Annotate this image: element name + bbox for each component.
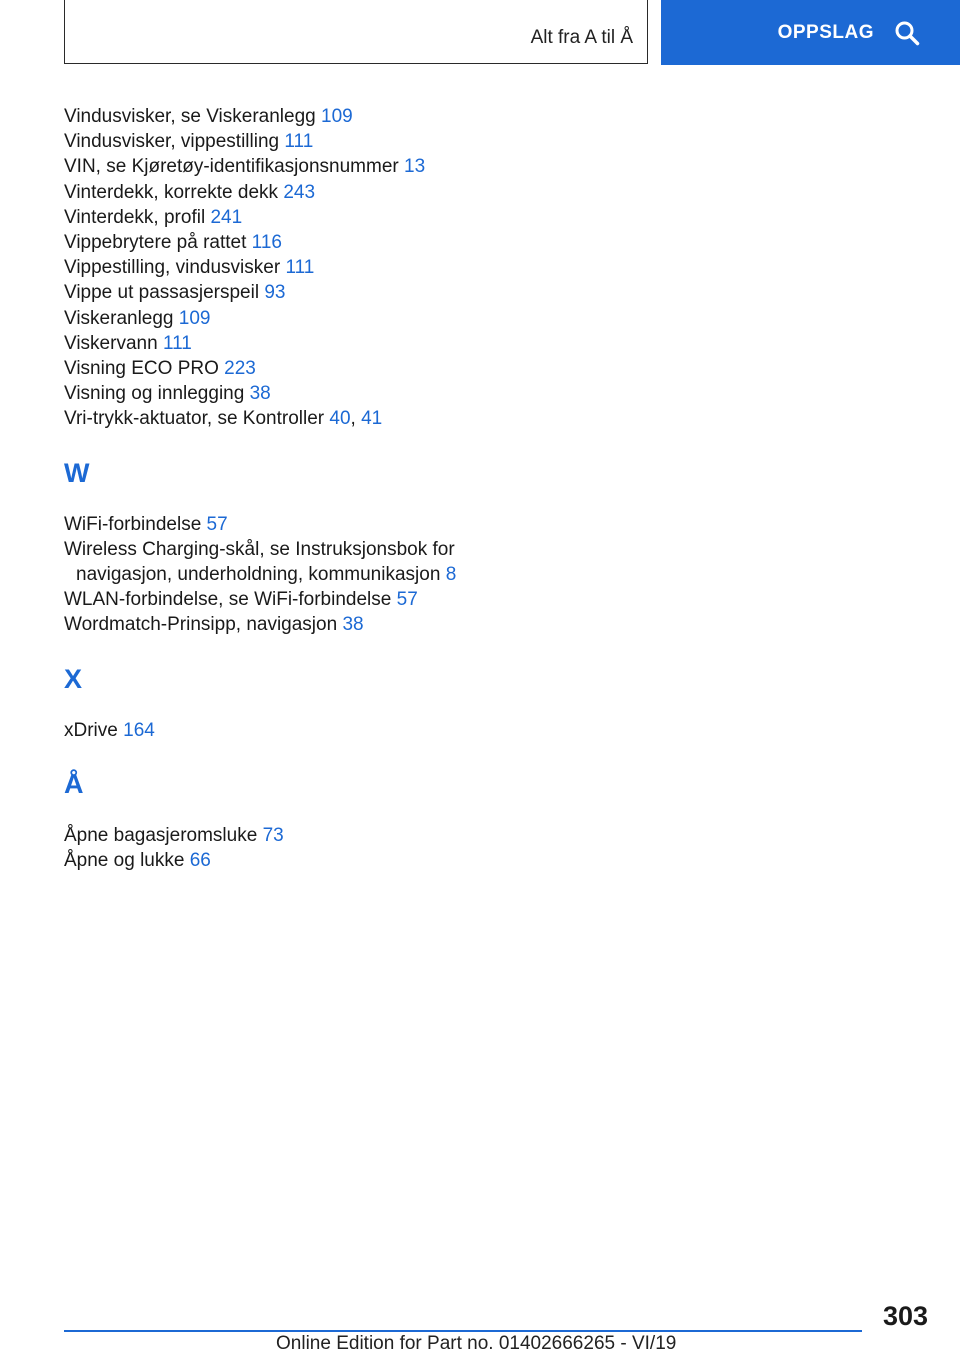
page-reference-link[interactable]: 109	[178, 307, 211, 329]
page-reference-link[interactable]: 40	[329, 408, 351, 430]
index-entry-label: WiFi-forbindelse	[64, 513, 202, 535]
index-entry	[64, 154, 504, 179]
index-entry-label: Vippebrytere på rattet	[64, 232, 247, 254]
index-entry	[64, 537, 504, 587]
index-entry	[64, 381, 504, 406]
index-entry-label: Vri-trykk-aktuator, se Kontroller	[64, 408, 325, 430]
index-entry-label: VIN, se Kjøretøy-identifikasjonsnummer	[64, 156, 399, 178]
index-entry	[64, 356, 504, 381]
index-entry-label: WLAN-forbindelse, se WiFi-forbindelse	[64, 589, 392, 611]
page-reference-link[interactable]: 73	[262, 824, 284, 846]
index-entry	[64, 331, 504, 356]
page-reference-link[interactable]: 111	[284, 131, 314, 153]
index-entry	[64, 230, 504, 255]
page-reference-link[interactable]: 66	[189, 850, 211, 872]
index-entry	[64, 512, 504, 537]
index-letter-x: X	[64, 663, 83, 694]
footer-edition: Online Edition for Part no. 01402666265 - VI/19	[276, 1333, 677, 1354]
page-reference-link[interactable]: 8	[445, 564, 457, 586]
index-group-w	[64, 512, 504, 638]
index-entry	[64, 205, 504, 230]
page-reference-link[interactable]: 241	[210, 206, 243, 228]
index-entry	[64, 104, 504, 129]
index-entry	[64, 848, 504, 873]
index-entry-label: Viskervann	[64, 332, 158, 354]
index-entry-label: Vippestilling, vindusvisker	[64, 257, 281, 279]
page-reference-link[interactable]: 93	[264, 282, 286, 304]
index-entry-label: Vippe ut passasjerspeil	[64, 282, 260, 304]
index-entry	[64, 612, 504, 637]
index-entry-label: Åpne og lukke	[64, 850, 185, 872]
section-header	[64, 0, 648, 64]
page-reference-link[interactable]: 164	[123, 719, 155, 741]
index-entry: Vri-trykk-aktuator, se Kontroller 40, 41	[64, 408, 383, 430]
index-letter-aa: Å	[64, 768, 84, 799]
page-reference-link[interactable]: 38	[342, 614, 364, 636]
page-reference-link[interactable]: 13	[404, 156, 426, 178]
page-reference-link[interactable]: 243	[283, 181, 316, 203]
page-reference-link[interactable]: 109	[321, 106, 353, 127]
index-entry	[64, 280, 504, 305]
index-list	[64, 104, 504, 873]
index-entry-label: Wireless Charging-skål, se Instruksjonsbok for navigasjon, underholdning, kommunikasjon	[64, 538, 455, 586]
index-entry	[64, 587, 504, 612]
section-title: Alt fra A til Å	[530, 27, 633, 48]
index-entry-label: xDrive	[64, 719, 118, 741]
index-entry-label: Vindusvisker, vippestilling	[64, 131, 280, 153]
footer-divider	[64, 1330, 862, 1332]
page-reference-link[interactable]: 57	[206, 513, 228, 535]
index-entry	[64, 306, 504, 331]
search-icon[interactable]	[894, 20, 920, 46]
index-entry-label: Vinterdekk, korrekte dekk	[64, 181, 279, 203]
index-entry	[64, 180, 504, 205]
page-reference-link[interactable]: 111	[285, 257, 315, 279]
page-reference-link[interactable]: 223	[224, 358, 256, 380]
index-group-v	[64, 104, 504, 432]
index-entry-label: Viskeranlegg	[64, 307, 174, 329]
oppslag-tab[interactable]	[661, 0, 960, 65]
index-entry	[64, 823, 504, 848]
index-entry-label: Vinterdekk, profil	[64, 206, 206, 228]
page-number: 303	[882, 1301, 928, 1331]
index-entry	[64, 255, 504, 280]
page-reference-link[interactable]: 116	[251, 232, 282, 254]
index-entry-label: Visning og innlegging	[64, 383, 245, 405]
index-group-aa	[64, 823, 504, 873]
index-entry-label: Visning ECO PRO	[64, 358, 219, 380]
index-letter-w: W	[64, 457, 90, 488]
page-reference-link[interactable]: 41	[361, 408, 383, 430]
index-group-x	[64, 718, 504, 743]
oppslag-tab-label: OPPSLAG	[777, 21, 874, 43]
index-entry	[64, 129, 504, 154]
index-entry-label: Wordmatch-Prinsipp, navigasjon	[64, 614, 338, 636]
page-reference-link[interactable]: 111	[162, 332, 192, 354]
page-reference-link[interactable]: 38	[249, 383, 271, 405]
page-reference-link[interactable]: 57	[396, 589, 418, 611]
index-entry-label: Vindusvisker, se Viskeranlegg	[64, 106, 316, 127]
index-entry	[64, 718, 504, 743]
index-entry-label: Åpne bagasjeromsluke	[64, 824, 258, 846]
